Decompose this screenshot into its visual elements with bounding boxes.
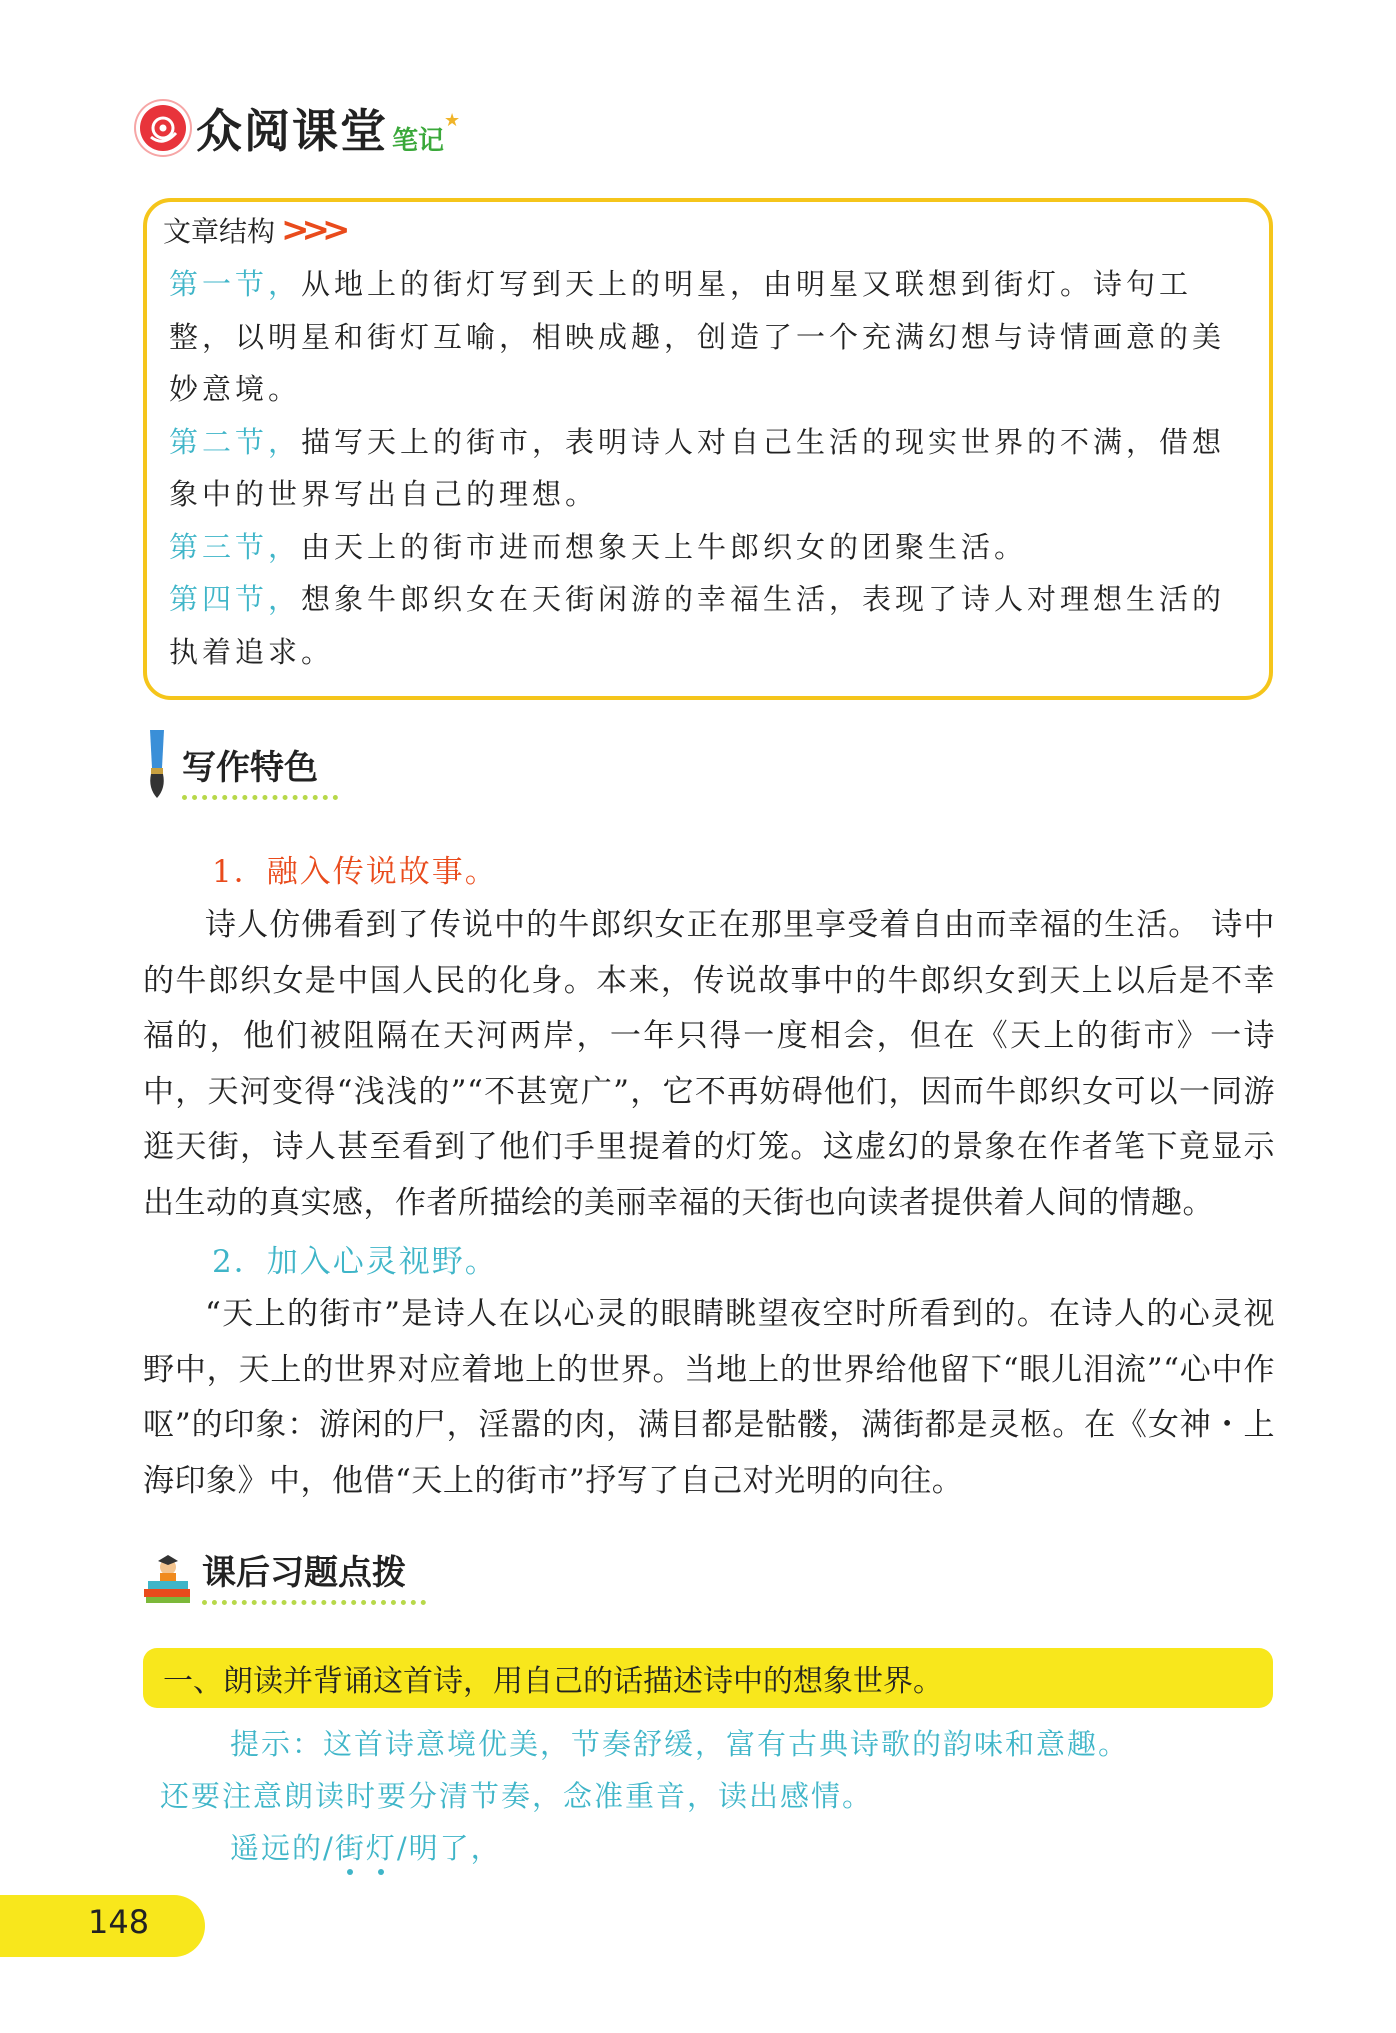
- structure-box: [143, 198, 1273, 700]
- brush-icon: [140, 728, 176, 800]
- section-text: 从地上的街灯写到天上的明星，由明星又联想到街灯。诗句工整，以明星和街灯互喻，相映成趣，创造了一个充满幻想与诗情画意的美妙意境。: [169, 267, 1226, 406]
- section-text: 描写天上的街市，表明诗人对自己生活的现实世界的不满，借想象中的世界写出自己的理想。: [169, 424, 1226, 511]
- hint-line: 遥远的/街灯/明了，: [230, 1831, 502, 1865]
- structure-title: 文章结构 >>>: [163, 210, 343, 250]
- hint-line: 还要注意朗读时要分清节奏，念准重音，读出感情。: [160, 1779, 874, 1813]
- page-number: 148: [88, 1903, 150, 1941]
- books-icon: [140, 1553, 196, 1605]
- section-text: 想象牛郎织女在天街闲游的幸福生活，表现了诗人对理想生活的执着追求。: [169, 582, 1226, 669]
- chevrons-icon: >>>: [281, 210, 343, 250]
- writing-heading: 写作特色: [140, 728, 338, 800]
- section-label: 第二节，: [169, 424, 302, 459]
- point1-title: 1．融入传说故事。: [212, 854, 498, 890]
- star-icon: ★: [444, 110, 461, 131]
- logo-emblem-icon: [140, 105, 186, 151]
- logo-title: 众阅课堂: [196, 104, 388, 158]
- section-label: 第三节，: [169, 529, 302, 564]
- section-label: 第一节，: [169, 267, 302, 301]
- structure-body: [169, 258, 1254, 678]
- exercise-heading: 课后习题点拨: [140, 1545, 426, 1605]
- hint-line: 提示：这首诗意境优美，节奏舒缓，富有古典诗歌的韵味和意趣。: [230, 1727, 1130, 1761]
- brand-logo: [140, 95, 460, 161]
- section-text: 由天上的街市进而想象天上牛郎织女的团聚生活。: [301, 529, 1028, 564]
- point1-paragraph: 诗人仿佛看到了传说中的牛郎织女正在那里享受着自由而幸福的生活。 诗中的牛郎织女是中国人民的化身。本来，传说故事中的牛郎织女到天上以后是不幸福的，他们被阻隔在天河两岸，一年只得一度相会，但在《天上的街市》一诗中，天河变得“浅浅的”“不甚宽广”，它不再妨碍他们，因而牛郎织女可以一同游逛天街，诗人甚至看到了他们手里提着的灯笼。这虚幻的景象在作者笔下竟显示出生动的真实感，作者所描绘的美丽幸福的天街也向读者提供着人间的情趣。: [143, 907, 1275, 1221]
- point2-title: 2．加入心灵视野。: [212, 1244, 498, 1280]
- point2-paragraph: “天上的街市”是诗人在以心灵的眼睛眺望夜空时所看到的。在诗人的心灵视野中，天上的世界对应着地上的世界。当地上的世界给他留下“眼儿泪流”“心中作呕”的印象：游闲的尸，淫嚣的肉，满目都是骷髅，满街都是灵柩。在《女神・上海印象》中，他借“天上的街市”抒写了自己对光明的向往。: [143, 1296, 1275, 1499]
- exercise-hint: [160, 1718, 1270, 1874]
- exercise-question: 一、朗读并背诵这首诗，用自己的话描述诗中的想象世界。: [143, 1648, 1273, 1708]
- logo-subtitle: 笔记: [392, 126, 445, 156]
- section-label: 第四节，: [169, 582, 302, 616]
